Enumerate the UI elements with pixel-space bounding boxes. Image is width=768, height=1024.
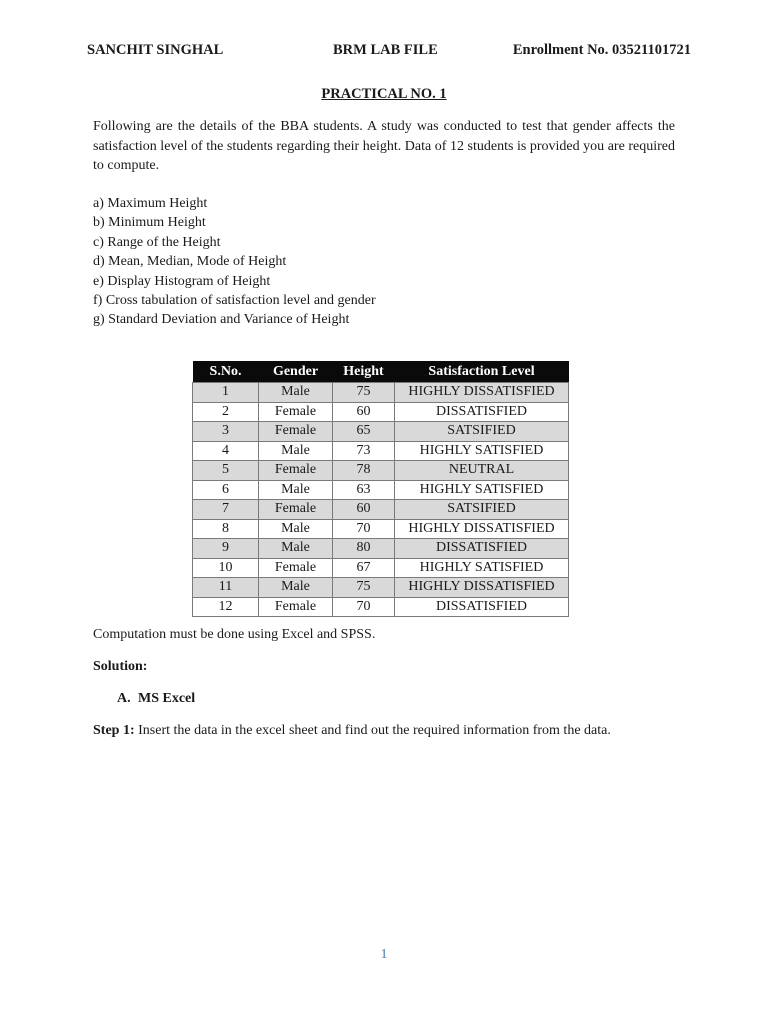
cell-gender: Female (259, 558, 333, 578)
task-item: c) Range of the Height (93, 234, 221, 250)
cell-height: 67 (333, 558, 395, 578)
cell-gender: Female (259, 461, 333, 481)
table-row (193, 519, 569, 539)
cell-gender: Male (259, 480, 333, 500)
cell-satisfaction: DISSATISFIED (395, 402, 569, 422)
cell-gender: Male (259, 383, 333, 403)
cell-gender: Female (259, 500, 333, 520)
cell-sno: 8 (193, 519, 259, 539)
cell-satisfaction: NEUTRAL (395, 461, 569, 481)
cell-height: 70 (333, 597, 395, 617)
task-item: d) Mean, Median, Mode of Height (93, 254, 287, 270)
column-header-gender: Gender (259, 361, 333, 383)
cell-sno: 7 (193, 500, 259, 520)
cell-gender: Male (259, 519, 333, 539)
cell-sno: 1 (193, 383, 259, 403)
step-text: Insert the data in the excel sheet and find out the required information from the data. (134, 723, 611, 738)
cell-height: 60 (333, 402, 395, 422)
cell-height: 78 (333, 461, 395, 481)
cell-gender: Female (259, 422, 333, 442)
table-row (193, 500, 569, 520)
cell-satisfaction: DISSATISFIED (395, 539, 569, 559)
table-row (193, 461, 569, 481)
cell-sno: 12 (193, 597, 259, 617)
table-row (193, 578, 569, 598)
column-header-sno: S.No. (193, 361, 259, 383)
cell-satisfaction: HIGHLY SATISFIED (395, 441, 569, 461)
column-header-satisfaction: Satisfaction Level (395, 361, 569, 383)
cell-gender: Male (259, 539, 333, 559)
solution-heading: Solution: (93, 659, 148, 674)
cell-satisfaction: SATSIFIED (395, 500, 569, 520)
cell-gender: Male (259, 578, 333, 598)
cell-sno: 4 (193, 441, 259, 461)
table-header-row (193, 361, 569, 383)
table-row (193, 402, 569, 422)
cell-satisfaction: SATSIFIED (395, 422, 569, 442)
column-header-height: Height (333, 361, 395, 383)
step-1 (93, 723, 611, 739)
task-item: f) Cross tabulation of satisfaction level and gender (93, 293, 376, 309)
cell-satisfaction: DISSATISFIED (395, 597, 569, 617)
task-item: g) Standard Deviation and Variance of Height (93, 312, 350, 328)
cell-satisfaction: HIGHLY SATISFIED (395, 558, 569, 578)
enrollment-number: Enrollment No. 03521101721 (512, 42, 691, 58)
task-list (93, 194, 376, 330)
table-row (193, 422, 569, 442)
page-header (87, 42, 691, 62)
practical-title (0, 86, 768, 103)
cell-sno: 10 (193, 558, 259, 578)
author-name: SANCHIT SINGHAL (87, 42, 224, 58)
section-label: MS Excel (138, 691, 196, 706)
task-item: b) Minimum Height (93, 215, 206, 231)
page-number: 1 (380, 947, 388, 962)
table-row (193, 558, 569, 578)
section-letter: A. (117, 691, 131, 706)
cell-satisfaction: HIGHLY DISSATISFIED (395, 383, 569, 403)
cell-height: 60 (333, 500, 395, 520)
student-data-table (192, 361, 569, 617)
cell-gender: Male (259, 441, 333, 461)
practical-title-text: PRACTICAL NO. 1 (321, 86, 447, 102)
cell-sno: 6 (193, 480, 259, 500)
section-heading (117, 691, 195, 707)
cell-height: 73 (333, 441, 395, 461)
cell-sno: 9 (193, 539, 259, 559)
cell-height: 75 (333, 383, 395, 403)
file-title: BRM LAB FILE (333, 42, 438, 58)
table-row (193, 383, 569, 403)
cell-height: 80 (333, 539, 395, 559)
intro-paragraph: Following are the details of the BBA students. A study was conducted to test that gender affects the satisfaction level of the students regarding their height. Data of 12 students is provided you are required to compute. (93, 119, 675, 173)
cell-sno: 2 (193, 402, 259, 422)
table-row (193, 597, 569, 617)
cell-height: 70 (333, 519, 395, 539)
computation-note: Computation must be done using Excel and SPSS. (93, 627, 376, 642)
cell-satisfaction: HIGHLY SATISFIED (395, 480, 569, 500)
table-row (193, 441, 569, 461)
cell-height: 63 (333, 480, 395, 500)
cell-sno: 11 (193, 578, 259, 598)
cell-satisfaction: HIGHLY DISSATISFIED (395, 578, 569, 598)
cell-height: 65 (333, 422, 395, 442)
step-label: Step 1: (93, 723, 135, 738)
table-row (193, 539, 569, 559)
cell-sno: 5 (193, 461, 259, 481)
cell-sno: 3 (193, 422, 259, 442)
table-row (193, 480, 569, 500)
cell-height: 75 (333, 578, 395, 598)
task-item: e) Display Histogram of Height (93, 273, 271, 289)
cell-satisfaction: HIGHLY DISSATISFIED (395, 519, 569, 539)
cell-gender: Female (259, 597, 333, 617)
task-item: a) Maximum Height (93, 196, 208, 211)
cell-gender: Female (259, 402, 333, 422)
